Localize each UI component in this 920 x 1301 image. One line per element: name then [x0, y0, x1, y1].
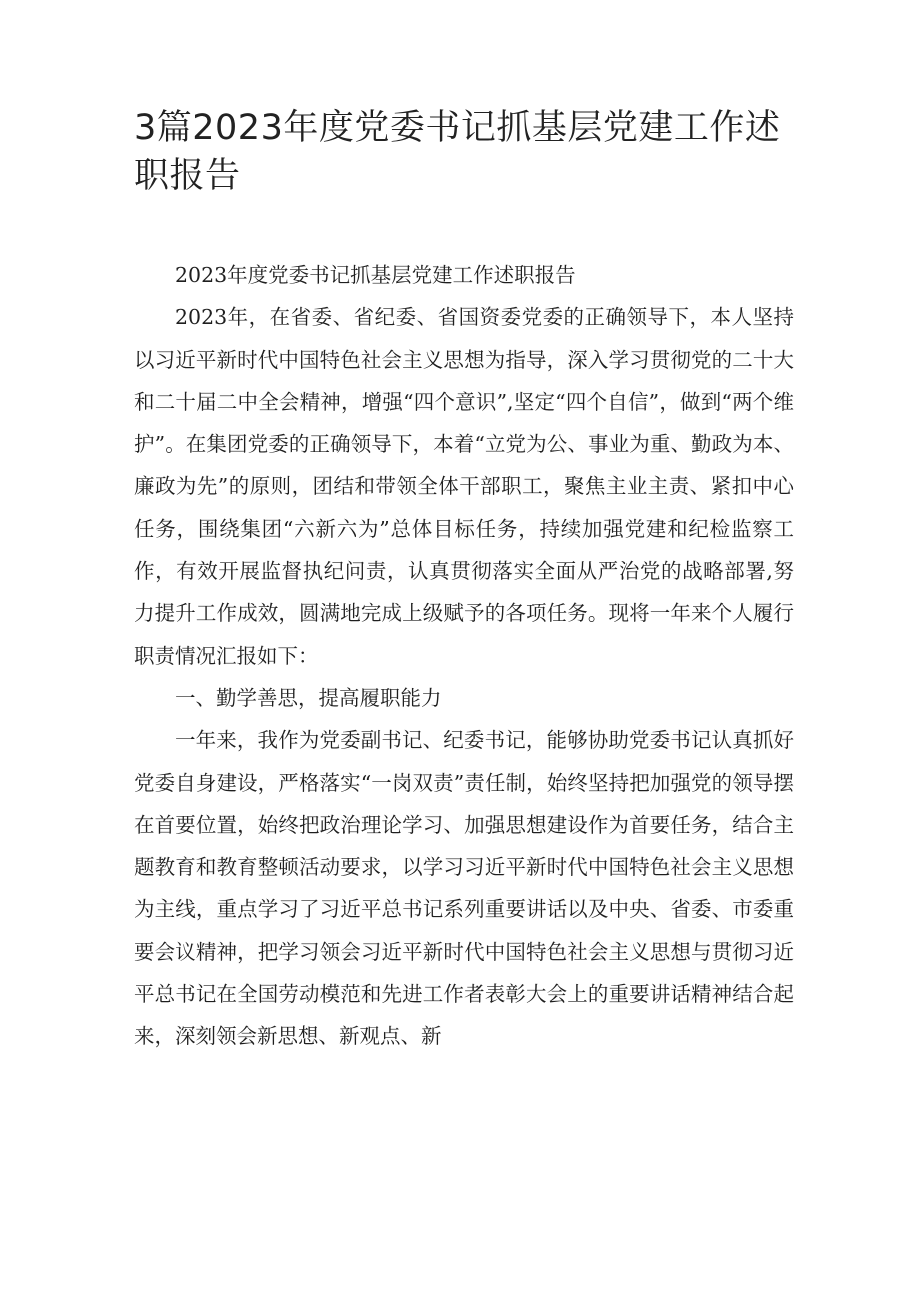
document-body — [134, 254, 794, 1058]
section-heading-1: 一、勤学善思，提高履职能力 — [175, 685, 442, 710]
paragraph-intro: 2023年，在省委、省纪委、省国资委党委的正确领导下，本人坚持以习近平新时代中国特色社会主义思想为指导，深入学习贯彻党的二十大和二十届二中全会精神，增强“四个意识”,坚定“四个自信”，做到“两个维护”。在集团党委的正确领导下，本着“立党为公、事业为重、勤政为本、廉政为先”的原则，团结和带领全体干部职工，聚焦主业主责、紧扣中心任务，围绕集团“六新六为”总体目标任务，持续加强党建和纪检监察工作，有效开展监督执纪问责，认真贯彻落实全面从严治党的战略部署,努力提升工作成效，圆满地完成上级赋予的各项任务。现将一年来个人履行职责情况汇报如下： — [134, 305, 794, 668]
document-title: 3篇2023年度党委书记抓基层党建工作述职报告 — [134, 108, 781, 196]
paragraph-section-1: 一年来，我作为党委副书记、纪委书记，能够协助党委书记认真抓好党委自身建设，严格落实“一岗双责”责任制，始终坚持把加强党的领导摆在首要位置，始终把政治理论学习、加强思想建设作为首要任务，结合主题教育和教育整顿活动要求，以学习习近平新时代中国特色社会主义思想为主线，重点学习了习近平总书记系列重要讲话以及中央、省委、市委重要会议精神，把学习领会习近平新时代中国特色社会主义思想与贯彻习近平总书记在全国劳动模范和先进工作者表彰大会上的重要讲话精神结合起来，深刻领会新思想、新观点、新 — [134, 728, 794, 1049]
document-subtitle: 2023年度党委书记抓基层党建工作述职报告 — [175, 263, 576, 287]
